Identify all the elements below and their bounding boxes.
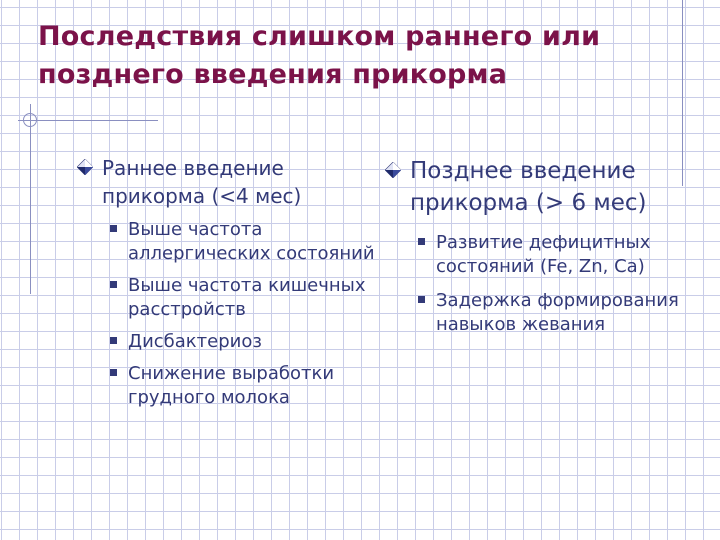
list-item-text: Выше частота аллергических состояний [128, 219, 375, 264]
list-item [108, 330, 376, 354]
square-bullet-icon [110, 337, 117, 344]
left-heading: Раннее введение прикорма (<4 мес) [102, 156, 302, 208]
decorative-vertical-line [30, 104, 31, 294]
list-item [108, 362, 376, 410]
list-item [108, 274, 376, 322]
list-item-text: Выше частота кишечных расстройств [128, 275, 366, 320]
list-item-text: Развитие дефицитных состояний (Fe, Zn, Ca) [436, 232, 651, 277]
square-bullet-icon [418, 296, 425, 303]
square-bullet-icon [110, 225, 117, 232]
square-bullet-icon [110, 281, 117, 288]
diamond-bullet-icon [385, 162, 401, 178]
decorative-horizontal-line [18, 120, 158, 121]
left-heading-item [76, 154, 376, 210]
slide-title: Последствия слишком раннего или позднего введения прикорма [38, 21, 601, 90]
decorative-circle [23, 113, 37, 127]
square-bullet-icon [418, 238, 425, 245]
right-heading-item [384, 155, 704, 219]
list-item [416, 231, 704, 279]
square-bullet-icon [110, 369, 117, 376]
left-column [76, 154, 376, 418]
list-item-text: Дисбактериоз [128, 331, 262, 352]
right-heading: Позднее введение прикорма (> 6 мес) [410, 158, 647, 216]
list-item-text: Снижение выработки грудного молока [128, 363, 335, 408]
list-item [416, 289, 704, 337]
diamond-bullet-icon [77, 159, 93, 175]
left-sub-list [76, 218, 376, 410]
right-sub-list [384, 231, 704, 337]
list-item [108, 218, 376, 266]
list-item-text: Задержка формирования навыков жевания [436, 290, 679, 335]
right-column [384, 155, 704, 347]
